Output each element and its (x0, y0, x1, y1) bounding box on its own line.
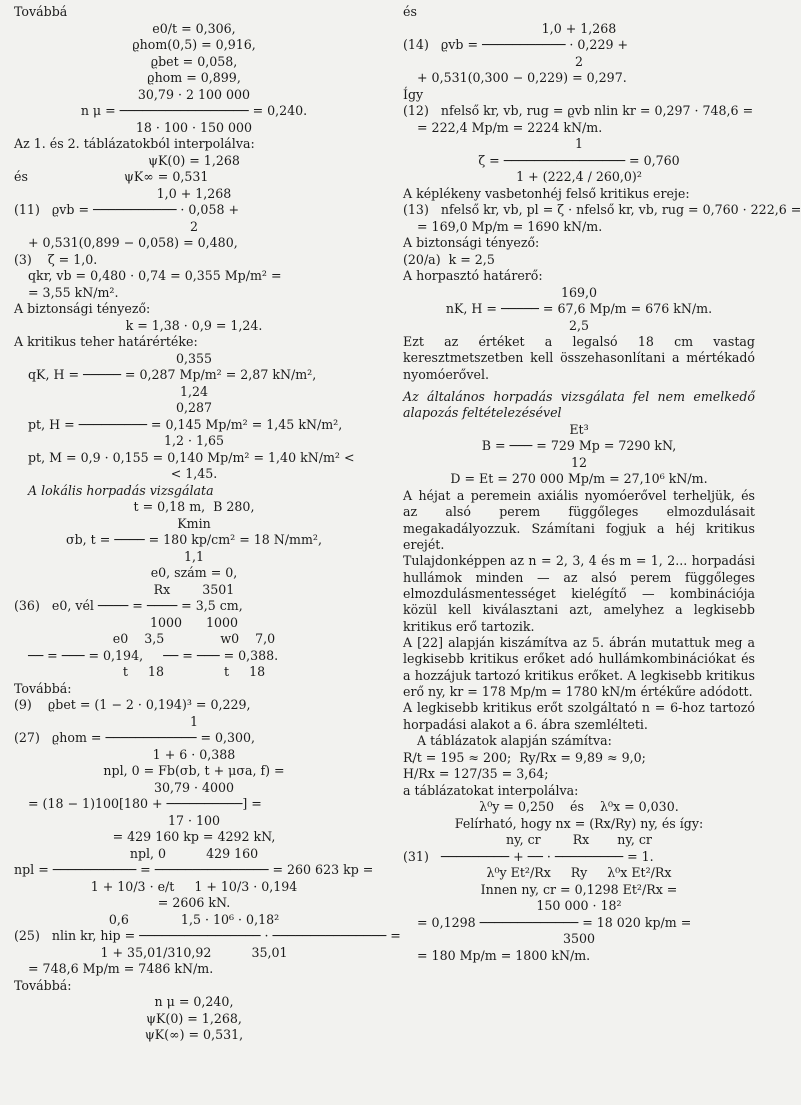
right-line: 2,5 (568, 317, 590, 333)
left-line: (11) ϱvb = ─────────── · 0,058 + (14, 202, 240, 217)
left-column (14, 4, 401, 1044)
right-line: (14) ϱvb = ─────────── · 0,229 + (403, 37, 629, 52)
left-line: n μ = ───────────────── = 0,240. (80, 103, 308, 118)
left-line: ── = ─── = 0,194, ── = ─── = 0,388. (28, 647, 279, 663)
left-line: A kritikus teher határértéke: (14, 334, 198, 349)
left-line: 1 (189, 713, 198, 729)
right-line: (12) nfelső kr, vb, rug = ϱvb nlin kr = 0,297 · 748,6 = (403, 103, 754, 118)
left-line: = 3,55 kN/m². (28, 284, 119, 300)
left-line: (3) ζ = 1,0. (14, 251, 98, 267)
left-line: npl, 0 429 160 (129, 845, 259, 861)
right-line: λ⁰y Et²/Rx Ry λ⁰x Et²/Rx (486, 865, 672, 881)
left-line: + 0,531(0,899 − 0,058) = 0,480, (28, 235, 238, 250)
right-line: (13) nfelső kr, vb, pl = ζ · nfelső kr, vb, rug = 0,760 · 222,6 = (403, 202, 801, 217)
left-line: 17 · 100 (167, 812, 221, 828)
left-line: 1 + 35,01/310,92 35,01 (100, 944, 288, 960)
left-line: (27) ϱhom = ──────────── = 0,300, (14, 730, 256, 745)
right-line: 150 000 · 18² (536, 898, 622, 914)
left-line: = 2606 kN. (157, 895, 231, 910)
right-line: ny, cr Rx ny, cr (506, 832, 652, 848)
right-line: A legkisebb kritikus erőt szolgáltató n = 6-hoz tartozó horpadási alakot a 6. ábra szemlélteti. (403, 700, 755, 732)
left-line: (25) nlin kr, hip = ──────────────── · ─────────────── = (14, 928, 401, 943)
left-line: Továbbá: (14, 977, 72, 993)
right-line: A héjat a peremein axiális nyomóerővel terheljük, és az alsó perem függőleges elmozdulásait megakadályozzuk. Számítani fogjuk a héj kritikus erejét. (403, 487, 755, 552)
right-line: + 0,531(0,300 − 0,229) = 0,297. (417, 70, 627, 85)
right-line: 1 (574, 136, 583, 151)
right-line: A [22] alapján kiszámítva az 5. ábrán mutattuk meg a legkisebb kritikus erőket adó hullámkombinációkat és a hozzájuk tartozó kritikus erőket. A legkisebb kritikus erő ny, kr = 178 Mp/m = 1780 kN/m értékűre adódott. (403, 635, 755, 700)
left-line: = 429 160 kp = 4292 kN, (112, 829, 276, 844)
right-line: 2 (574, 53, 583, 69)
right-line: ζ = ──────────────── = 0,760 (478, 152, 680, 168)
right-line: 12 (570, 454, 588, 470)
left-line: k = 1,38 · 0,9 = 1,24. (125, 317, 263, 333)
left-line: Továbbá: (14, 680, 72, 696)
right-line: 1,0 + 1,268 (541, 20, 617, 36)
left-line: e0/t = 0,306, (152, 20, 236, 36)
right-line: a táblázatokat interpolálva: (403, 782, 579, 798)
right-line: 3500 (562, 931, 596, 947)
right-line: Tulajdonképpen az n = 2, 3, 4 és m = 1, 2... horpadási hullámok minden — az alsó perem függőleges elmozdulásmentességet kielégítő — kombinációja közül kell kiválasztani azt, amelyhez a legkisebb kritikus erő tartozik. (403, 553, 755, 634)
right-line: D = Et = 270 000 Mp/m = 27,10⁶ kN/m. (450, 471, 708, 487)
left-line: és ψK∞ = 0,531 (14, 169, 209, 184)
right-line: Et³ (569, 421, 589, 437)
left-line: e0 3,5 w0 7,0 (112, 631, 276, 646)
left-line: ϱhom = 0,899, (147, 70, 241, 85)
left-line: 18 · 100 · 150 000 (135, 119, 253, 135)
left-line: Az 1. és 2. táblázatokból interpolálva: (14, 136, 255, 151)
left-line: A biztonsági tényező: (14, 301, 151, 316)
right-line: H/Rx = 127/35 = 3,64; (403, 766, 549, 782)
left-line: 30,79 · 4000 (153, 779, 235, 795)
right-line: = 180 Mp/m = 1800 kN/m. (417, 947, 591, 963)
left-line: σb, t = ──── = 180 kp/cm² = 18 N/mm², (66, 532, 322, 547)
right-line: Így (403, 86, 424, 102)
left-line: pt, M = 0,9 · 0,155 = 0,140 Mp/m² = 1,40 kN/m² < (28, 449, 355, 465)
right-line: Az általános horpadás vizsgálata fel nem emelkedő alapozás feltételezésével (403, 389, 755, 421)
left-line: ψK(∞) = 0,531, (144, 1027, 244, 1042)
right-line: = 222,4 Mp/m = 2224 kN/m. (417, 119, 603, 135)
right-line: nK, H = ───── = 67,6 Mp/m = 676 kN/m. (445, 301, 713, 316)
left-line: = (18 − 1)100[180 + ──────────] = (28, 796, 262, 811)
left-line: 1,2 · 1,65 (163, 433, 225, 448)
left-line: ϱhom(0,5) = 0,916, (132, 37, 256, 52)
right-line: 1 + (222,4 / 260,0)² (516, 169, 642, 184)
left-line: ϱbet = 0,058, (150, 53, 238, 69)
left-line: (36) e0, vél ──── = ──── = 3,5 cm, (14, 598, 243, 613)
left-line: t = 0,18 m, B 280, (133, 499, 255, 514)
left-line: Továbbá (14, 4, 68, 19)
right-line: = 0,1298 ───────────── = 18 020 kp/m = (417, 914, 692, 930)
left-line: npl, 0 = Fb(σb, t + μσa, f) = (103, 763, 285, 778)
right-line: Ezt az értéket a legalsó 18 cm vastag keresztmetszetben kell összehasonlítani a mértékadó nyomóerővel. (403, 334, 755, 382)
left-line: (9) ϱbet = (1 − 2 · 0,194)³ = 0,229, (14, 697, 251, 712)
left-line: 0,6 1,5 · 10⁶ · 0,18² (108, 911, 280, 927)
left-line: n μ = 0,240, (154, 994, 234, 1009)
right-line: A táblázatok alapján számítva: (417, 733, 612, 749)
right-line: λ⁰y = 0,250 és λ⁰x = 0,030. (479, 799, 679, 815)
left-line: 0,355 (175, 350, 213, 366)
right-line: B = ─── = 729 Mp = 7290 kN, (481, 438, 677, 454)
left-line: 1 + 10/3 · e/t 1 + 10/3 · 0,194 (90, 878, 298, 894)
left-line: 30,79 · 2 100 000 (137, 86, 251, 102)
left-line: ψK(0) = 1,268 (148, 152, 240, 168)
left-line: Rx 3501 (153, 581, 235, 597)
left-line: 2 (189, 218, 198, 234)
left-line: 1,24 (179, 383, 209, 399)
left-line: 1000 1000 (149, 614, 239, 630)
left-line: e0, szám = 0, (150, 565, 238, 580)
right-line: és (403, 4, 417, 19)
left-line: < 1,45. (170, 466, 218, 481)
right-line: A biztonsági tényező: (403, 235, 540, 250)
left-line: 1,0 + 1,268 (156, 185, 232, 201)
left-line: qkr, vb = 0,480 · 0,74 = 0,355 Mp/m² = (28, 268, 282, 283)
left-line: npl = ─────────── = ─────────────── = 260 623 kp = (14, 862, 374, 877)
left-line: pt, H = ───────── = 0,145 Mp/m² = 1,45 kN/m², (28, 416, 343, 432)
left-line: 1 + 6 · 0,388 (152, 746, 236, 762)
right-line: A képlékeny vasbetonhéj felső kritikus ereje: (403, 185, 690, 201)
left-line: A lokális horpadás vizsgálata (28, 482, 214, 498)
right-line: (31) ───────── + ── · ───────── = 1. (403, 848, 654, 864)
right-line: A horpasztó határerő: (403, 268, 543, 283)
left-line: ψK(0) = 1,268, (146, 1010, 242, 1026)
right-line: R/t = 195 ≈ 200; Ry/Rx = 9,89 ≈ 9,0; (403, 749, 646, 765)
right-line: = 169,0 Mp/m = 1690 kN/m. (417, 218, 603, 234)
right-line: Felírható, hogy nx = (Rx/Ry) ny, és így: (454, 815, 704, 831)
left-line: 1,1 (183, 548, 205, 564)
right-column (403, 4, 801, 964)
right-line: (20/a) k = 2,5 (403, 251, 495, 267)
right-line: 169,0 (560, 284, 598, 300)
left-line: 0,287 (175, 400, 213, 415)
left-line: t 18 t 18 (122, 664, 266, 679)
left-line: = 748,6 Mp/m = 7486 kN/m. (28, 961, 214, 976)
left-line: Kmin (177, 515, 211, 531)
right-line: Innen ny, cr = 0,1298 Et²/Rx = (480, 881, 678, 897)
left-line: qK, H = ───── = 0,287 Mp/m² = 2,87 kN/m², (28, 367, 317, 382)
